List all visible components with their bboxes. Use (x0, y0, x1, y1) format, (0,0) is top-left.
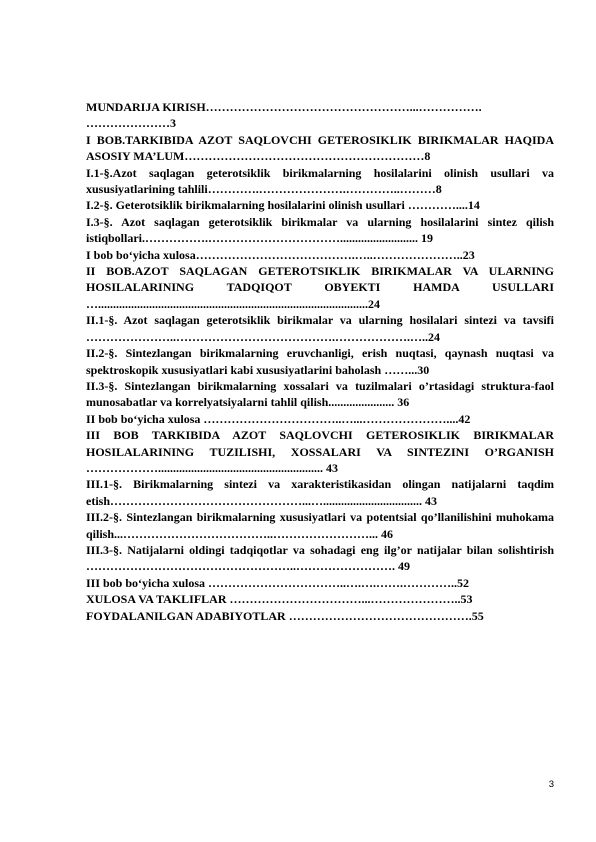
toc-entry-section-3-2: III.2-§. Sintezlangan birikmalarning xususiyatlari va potentsial qo’llanilishini muhokama qilish...………………………………..……………………... 46 (86, 510, 554, 541)
toc-entry-section-3-1: III.1-§. Birikmalarning sintezi va xarakteristikasidan olingan natijalarni taqdim etish…………………………………………...…................................. 43 (86, 477, 554, 508)
toc-entry-section-2-2: II.2-§. Sintezlangan birikmalarning eruvchanligi, erish nuqtasi, qaynash nuqtasi va spektroskopik xususiyatlari kabi xususiyatlarini baholash ……...30 (86, 346, 554, 377)
toc-entry-chapter-1: I BOB.TARKIBIDA AZOT SAQLOVCHI GETEROSIKLIK BIRIKMALAR HAQIDA ASOSIY MA’LUM……………………………………………………8 (86, 132, 554, 164)
toc-entry-references: FOYDALANILGAN ADABIYOTLAR ……………………………………….55 (86, 608, 484, 623)
toc-entry-mundarija-kirish: MUNDARIJA KIRISH……………………………………………...……………. …………………3 (86, 100, 482, 131)
toc-entry-chapter-2-conclusion: II bob bo‘yicha xulosa ……………………………..…...…………………....42 (86, 411, 471, 426)
toc-entry-conclusions: XULOSA VA TAKLIFLAR ……………………………...…………………..53 (86, 592, 473, 607)
toc-entry-chapter-3-conclusion: III bob bo‘yicha xulosa ……………………………..….….…….…………..52 (86, 575, 470, 590)
toc-entry-chapter-2: II BOB.AZOT SAQLAGAN GETEROTSIKLIK BIRIKMALAR VA ULARNING HOSILALARINING TADQIQOT OBYEKTI HAMDA USULLARI …..........................................................................................24 (86, 264, 554, 311)
toc-entry-section-1-3: I.3-§. Azot saqlagan geterotsiklik birikmalar va ularning hosilalarini sintez qilish istiqbollari.…………….…………………………….......................... 19 (86, 214, 554, 246)
page-number: 3 (548, 779, 554, 790)
toc-entry-section-2-1: II.1-§. Azot saqlagan geterotsiklik birikmalar va ularning hosilalari sintezi va tavsifi …………………..………………………………….……………….…..24 (86, 313, 554, 344)
toc-entry-section-3-3: III.3-§. Natijalarni oldingi tadqiqotlar va sohadagi eng ilg’or natijalar bilan solishtirish ……………………………………………..……………………. 49 (86, 542, 554, 574)
toc-entry-section-1-2: I.2-§. Geterotsiklik birikmalarning hosilalarini olinish usullari …………....14 (86, 198, 480, 213)
toc-entry-chapter-1-conclusion: I bob bo‘yicha xulosa………………………………….…..…………………..23 (86, 247, 475, 262)
toc-entry-chapter-3: III BOB TARKIBIDA AZOT SAQLOVCHI GETEROSIKLIK BIRIKMALAR HOSILALARINING TUZILISHI, XOSSALARI VA SINTEZINI O’RGANISH ………………....................................................... 43 (86, 428, 554, 475)
toc-entry-section-1-1: I.1-§.Azot saqlagan geterotsiklik birikmalarning hosilalarini olinish usullari va xususiyatlarining tahlili………….………………….…………..………8 (86, 165, 554, 197)
toc-entry-section-2-3: II.3-§. Sintezlangan birikmalarning xossalari va tuzilmalari o’rtasidagi struktura-faol munosabatlar va korrelyatsiyalarni tahlil qilish...................... 36 (86, 378, 554, 410)
table-of-contents (86, 99, 554, 624)
